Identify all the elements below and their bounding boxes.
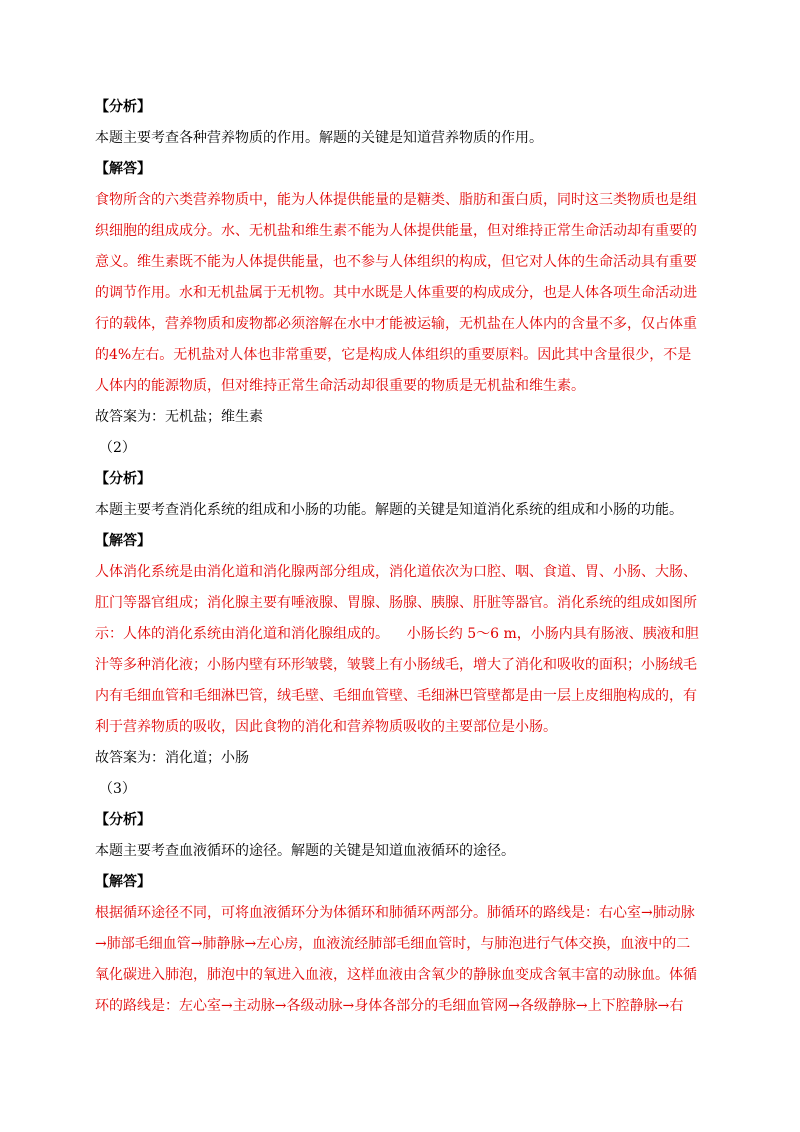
answer-line: 肛门等器官组成；消化腺主要有唾液腺、胃腺、肠腺、胰腺、肝脏等器官。消化系统的组成如图所 (95, 595, 697, 611)
question-number: （3） (99, 781, 136, 797)
answer-line: 环的路线是：左心室→主动脉→各级动脉→身体各部分的毛细血管网→各级静脉→上下腔静脉→右 (95, 998, 684, 1014)
answer-heading: 【解答】 (95, 874, 151, 890)
analysis-text: 本题主要考查各种营养物质的作用。解题的关键是知道营养物质的作用。 (95, 130, 543, 146)
answer-line: 利于营养物质的吸收，因此食物的消化和营养物质吸收的主要部位是小肠。 (95, 719, 557, 735)
analysis-text: 本题主要考查血液循环的途径。解题的关键是知道血液循环的途径。 (95, 843, 515, 859)
question-number: （2） (99, 440, 136, 456)
answer-line: 人体内的能源物质，但对维持正常生命活动却很重要的物质是无机盐和维生素。 (95, 378, 585, 394)
answer-line: 意义。维生素既不能为人体提供能量，也不参与人体组织的构成，但它对人体的生命活动具有重要 (95, 254, 697, 270)
answer-heading: 【解答】 (95, 533, 151, 549)
answer-line: 氧化碳进入肺泡，肺泡中的氧进入血液，这样血液由含氧少的静脉血变成含氧丰富的动脉血。体循 (95, 967, 697, 983)
analysis-heading: 【分析】 (95, 812, 151, 828)
answer-line: 内有毛细血管和毛细淋巴管，绒毛壁、毛细血管壁、毛细淋巴管壁都是由一层上皮细胞构成的，有 (95, 688, 697, 704)
analysis-heading: 【分析】 (95, 471, 151, 487)
answer-line: 汁等多种消化液；小肠内壁有环形皱襞，皱襞上有小肠绒毛，增大了消化和吸收的面积；小肠绒毛 (95, 657, 697, 673)
answer-line: 织细胞的组成成分。水、无机盐和维生素不能为人体提供能量，但对维持正常生命活动却有重要的 (95, 223, 697, 239)
answer-line: →肺部毛细血管→肺静脉→左心房，血液流经肺部毛细血管时，与肺泡进行气体交换，血液中的二 (95, 936, 691, 952)
answer-line: 的4%左右。无机盐对人体也非常重要，它是构成人体组织的重要原料。因此其中含量很少，不是 (95, 347, 692, 363)
final-answer: 故答案为：无机盐；维生素 (95, 409, 263, 425)
analysis-text: 本题主要考查消化系统的组成和小肠的功能。解题的关键是知道消化系统的组成和小肠的功能。 (95, 502, 683, 518)
final-answer: 故答案为：消化道；小肠 (95, 750, 249, 766)
answer-line: 示：人体的消化系统由消化道和消化腺组成的。 小肠长约 5～6 m，小肠内具有肠液、胰液和胆 (95, 626, 699, 642)
answer-line: 人体消化系统是由消化道和消化腺两部分组成，消化道依次为口腔、咽、食道、胃、小肠、大肠、 (95, 564, 697, 580)
answer-line: 根据循环途径不同，可将血液循环分为体循环和肺循环两部分。肺循环的路线是：右心室→肺动脉 (95, 905, 695, 921)
analysis-heading: 【分析】 (95, 99, 151, 115)
answer-heading: 【解答】 (95, 161, 151, 177)
answer-line: 行的载体，营养物质和废物都必须溶解在水中才能被运输，无机盐在人体内的含量不多，仅占体重 (95, 316, 697, 332)
document-page (95, 92, 715, 1022)
answer-line: 食物所含的六类营养物质中，能为人体提供能量的是糖类、脂肪和蛋白质，同时这三类物质也是组 (95, 192, 697, 208)
answer-line: 的调节作用。水和无机盐属于无机物。其中水既是人体重要的构成成分，也是人体各项生命活动进 (95, 285, 697, 301)
